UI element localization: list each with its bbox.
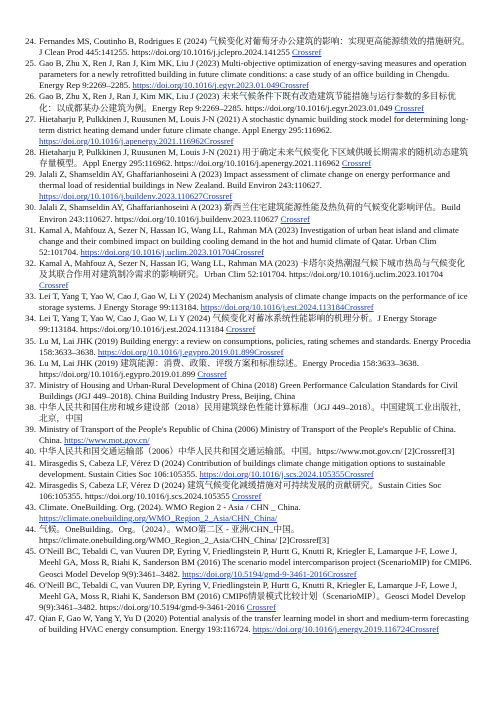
reference-text bbox=[39, 336, 472, 358]
reference-number: 34. bbox=[25, 313, 36, 324]
reference-link[interactable]: Crossref bbox=[291, 47, 322, 58]
reference-number: 37. bbox=[25, 379, 36, 390]
reference-citation: O'Neill BC, Tebaldi C, van Vuuren DP, Eyring V, Friedlingstein P, Hurtt G, Knutti R, Kriegler E, Lamarque J-F, Lowe J, Meehl GA, Moss R, Riahi K, Sanderson BM (2016) CMIP6情景模式比较计划（ScenarioMIP）。Geosci Model Develop 9(9):3461–3482. https://doi.org/10.5194/gmd-9-3461-2016 bbox=[39, 579, 466, 612]
reference-link[interactable]: Crossref bbox=[246, 601, 277, 612]
reference-item bbox=[20, 458, 472, 480]
reference-text bbox=[39, 169, 472, 202]
reference-citation: Jalali Z, Shamseldin AY, Ghaffarianhoseini A (2023) 新西兰住宅建筑能源性能及热负荷的气候变化影响评估。Build Environ 243:110627. https://doi.org/10.1016/j.buildenv.2023.110627 bbox=[39, 202, 461, 224]
reference-citation: Hietaharju P, Pulkkinen J, Ruusunen M, Louis J-N (2021) 用于确定未来气候变化下区域供暖长期需求的随机动态建筑存量模型。Appl Energy 295:116962. https://doi.org/10.1016/j.apenergy.2021.116962 bbox=[39, 146, 469, 169]
reference-number: 29. bbox=[25, 169, 36, 180]
reference-link[interactable]: Crossref bbox=[225, 324, 256, 335]
reference-item bbox=[20, 380, 472, 402]
reference-link[interactable]: https://www.mot.gov.cn/ bbox=[64, 435, 150, 446]
reference-item bbox=[20, 225, 472, 258]
reference-link[interactable]: Crossref bbox=[39, 280, 69, 291]
reference-citation: O'Neill BC, Tebaldi C, van Vuuren DP, Eyring V, Friedlingstein P, Hurtt G, Knutti R, Kriegler E, Lamarque J-F, Lowe J, Meehl GA, Moss R, Riahi K, Sanderson BM (2016) The scenario model intercomparison project (ScenarioMIP) for CMIP6. Geosci Model Develop 9(9):3461–3482. bbox=[39, 546, 472, 579]
reference-link[interactable]: Crossref bbox=[197, 368, 227, 379]
reference-text bbox=[39, 225, 472, 258]
reference-text bbox=[39, 36, 472, 58]
reference-item bbox=[20, 524, 472, 546]
reference-text bbox=[39, 480, 472, 502]
reference-item bbox=[20, 424, 472, 446]
reference-link[interactable]: https://doi.org/10.1016/j.energy.2019.116724Crossref bbox=[252, 623, 440, 634]
reference-number: 36. bbox=[25, 357, 36, 368]
reference-number: 46. bbox=[25, 579, 36, 590]
reference-link[interactable]: Crossref bbox=[394, 102, 425, 113]
reference-number: 27. bbox=[25, 113, 36, 124]
reference-text bbox=[39, 147, 472, 169]
reference-item bbox=[20, 258, 472, 291]
reference-link[interactable]: https://doi.org/10.5194/gmd-9-3461-2016Crossref bbox=[182, 568, 357, 579]
reference-number: 24. bbox=[25, 36, 36, 46]
reference-item bbox=[20, 147, 472, 169]
reference-text bbox=[39, 202, 472, 224]
reference-item bbox=[20, 36, 472, 58]
reference-number: 38. bbox=[25, 402, 36, 413]
reference-item bbox=[20, 502, 472, 524]
reference-item bbox=[20, 446, 472, 457]
reference-number: 33. bbox=[25, 291, 36, 302]
reference-link[interactable]: https://doi.org/10.1016/j.est.2024.113184Crossref bbox=[200, 302, 374, 313]
reference-number: 25. bbox=[25, 58, 36, 69]
reference-text bbox=[39, 114, 472, 147]
reference-citation: 气候。OneBuilding。Org。（2024）。WMO第二区 - 亚洲/CHN_中国。https://climate.onebuilding.org/WMO_Region_2_Asia/CHN_China/ [2]Crossref[3] bbox=[39, 524, 330, 546]
reference-item bbox=[20, 114, 472, 147]
reference-text bbox=[39, 580, 472, 613]
reference-number: 30. bbox=[25, 202, 36, 213]
reference-item bbox=[20, 91, 472, 113]
reference-number: 44. bbox=[25, 524, 36, 535]
reference-item bbox=[20, 202, 472, 224]
reference-item bbox=[20, 291, 472, 313]
reference-citation: 中华人民共和国交通运输部（2006）中华人民共和国交通运输部。中国。https://www.mot.gov.cn/ [2]Crossref[3] bbox=[39, 446, 455, 457]
reference-link[interactable]: https://doi.org/10.1016/j.egypro.2019.01.899Crossref bbox=[97, 346, 284, 357]
reference-item bbox=[20, 358, 472, 380]
reference-text bbox=[39, 58, 472, 91]
reference-citation: Ministry of Transport of the People's Republic of China (2006) Ministry of Transport of the People's Republic of China. China. bbox=[39, 424, 456, 446]
reference-number: 26. bbox=[25, 91, 36, 102]
reference-citation: Kamal A, Mahfouz A, Sezer N, Hassan IG, Wang LL, Rahman MA (2023) 卡塔尔炎热潮湿气候下城市热岛与气候变化及其联合作用对建筑制冷需求的影响研究。Urban Clim 52:101704. https://doi.org/10.1016/j.uclim.2023.101704 bbox=[39, 257, 466, 279]
reference-item bbox=[20, 580, 472, 613]
reference-item bbox=[20, 169, 472, 202]
reference-item bbox=[20, 402, 472, 424]
reference-text bbox=[39, 446, 472, 457]
reference-number: 31. bbox=[25, 224, 36, 235]
reference-number: 40. bbox=[25, 446, 36, 457]
reference-citation: Mirasgedis S, Cabeza LF, Vérez D (2024) 建筑气候变化减缓措施对可持续发展的贡献研究。Sustain Cities Soc 106:105355. https://doi.org/10.1016/j.scs.2024.105355 bbox=[39, 479, 442, 501]
reference-citation: Fernandes MS, Coutinho B, Rodrigues E (2024) 气候变化对葡萄牙办公建筑的影响：实现更高能源绩效的措施研究。J Clean Prod 445:141255. https://doi.org/10.1016/j.jclepro.2024.141255 bbox=[39, 36, 470, 58]
reference-number: 32. bbox=[25, 257, 36, 268]
reference-text bbox=[39, 524, 472, 546]
reference-citation: Climate. OneBuilding. Org. (2024). WMO Region 2 - Asia / CHN _ China. bbox=[39, 501, 301, 512]
reference-link[interactable]: Crossref bbox=[341, 158, 372, 169]
reference-citation: Qian F, Gao W, Yang Y, Yu D (2020) Potential analysis of the transfer learning model in short and medium-term forecasting of building HVAC energy consumption. Energy 193:116724. bbox=[39, 612, 469, 634]
reference-number: 43. bbox=[25, 501, 36, 512]
reference-text bbox=[39, 380, 472, 402]
reference-link[interactable]: https://doi.org/10.1016/j.scs.2024.105355Crossref bbox=[199, 468, 374, 479]
reference-citation: Gao B, Zhu X, Ren J, Ran J, Kim MK, Liu J (2023) 未来气候条件下既有改造建筑节能措施与运行参数的多目标优化：以成都某办公建筑为例。Energy Rep 9:2269–2285. https://doi.org/10.1016/j.egyr.2023.01.049 bbox=[39, 91, 456, 113]
reference-text bbox=[39, 291, 472, 313]
reference-citation: 中华人民共和国住房和城乡建设部（2018）民用建筑绿色性能计算标准（JGJ 449–2018）。中国建筑工业出版社，北京，中国 bbox=[39, 402, 467, 424]
reference-link[interactable]: https://doi.org/10.1016/j.uclim.2023.101704Crossref bbox=[80, 246, 264, 257]
reference-citation: Gao B, Zhu X, Ren J, Ran J, Kim MK, Liu J (2023) Multi-objective optimization of energy-saving measures and operation parameters for a newly retrofitted building in future climate conditions: a case study of an office building in Chengdu. Energy Rep 9:2269–2285. bbox=[39, 58, 467, 91]
reference-number: 35. bbox=[25, 335, 36, 346]
reference-citation: Lu M, Lai JHK (2019) 建筑能源：消费、政策、评级方案和标准综述。Energy Procedia 158:3633–3638. https://doi.org/10.1016/j.egypro.2019.01.899 bbox=[39, 357, 419, 379]
reference-link[interactable]: https://doi.org/10.1016/j.egyr.2023.01.049Crossref bbox=[132, 80, 309, 91]
reference-text bbox=[39, 313, 472, 335]
reference-item bbox=[20, 313, 472, 335]
reference-text bbox=[39, 358, 472, 380]
reference-item bbox=[20, 546, 472, 579]
reference-text bbox=[39, 402, 472, 424]
reference-citation: Jalali Z, Shamseldin AY, Ghaffarianhoseini A (2023) Impact assessment of climate change on energy performance and thermal load of residential buildings in New Zealand. Build Environ 243:110627. bbox=[39, 169, 451, 191]
reference-link[interactable]: https://doi.org/10.1016/j.buildenv.2023.110627Crossref bbox=[39, 191, 233, 202]
reference-item bbox=[20, 480, 472, 502]
reference-text bbox=[39, 91, 472, 113]
reference-item bbox=[20, 613, 472, 635]
reference-text bbox=[39, 502, 472, 524]
reference-link[interactable]: https://climate.onebuilding.org/WMO_Region_2_Asia/CHN_China/ bbox=[39, 513, 278, 524]
reference-number: 41. bbox=[25, 457, 36, 468]
reference-number: 42. bbox=[25, 479, 36, 490]
reference-link[interactable]: Crossref bbox=[231, 490, 262, 501]
reference-citation: Mirasgedis S, Cabeza LF, Vérez D (2024) Contribution of buildings climate change mitigation options to sustainable development. Sustain Cities Soc 106:105355. bbox=[39, 457, 446, 479]
reference-number: 28. bbox=[25, 146, 36, 157]
reference-citation: Ministry of Housing and Urban-Rural Development of China (2018) Green Performance Calculation Standards for Civil Buildings (JGJ 449–2018). China Building Industry Press, Beijing, China bbox=[39, 379, 458, 401]
reference-text bbox=[39, 424, 472, 446]
reference-citation: Lu M, Lai JHK (2019) Building energy: a review on consumptions, policies, rating schemes and standards. Energy Procedia 158:3633–3638. bbox=[39, 335, 471, 357]
reference-citation: Kamal A, Mahfouz A, Sezer N, Hassan IG, Wang LL, Rahman MA (2023) Investigation of urban heat island and climate change and their combined impact on building cooling demand in the hot and humid climate of Qatar. Urban Clim 52:101704. bbox=[39, 224, 459, 257]
reference-number: 47. bbox=[25, 612, 36, 623]
reference-citation: Lei T, Yang T, Yao W, Cao J, Gao W, Li Y (2024) 气候变化对蓄冰系统性能影响的机理分析。J Energy Storage 99:113184. https://doi.org/10.1016/j.est.2024.113184 bbox=[39, 313, 437, 335]
reference-item bbox=[20, 58, 472, 91]
reference-item bbox=[20, 336, 472, 358]
reference-link[interactable]: https://doi.org/10.1016/j.apenergy.2021.116962Crossref bbox=[39, 135, 234, 146]
reference-citation: Hietaharju P, Pulkkinen J, Ruusunen M, Louis J-N (2021) A stochastic dynamic building stock model for determining long-term district heating demand under future climate change. Appl Energy 295:116962. bbox=[39, 113, 469, 135]
reference-citation: Lei T, Yang T, Yao W, Cao J, Gao W, Li Y (2024) Mechanism analysis of climate change impacts on the performance of ice storage systems. J Energy Storage 99:113184. bbox=[39, 291, 468, 313]
reference-text bbox=[39, 458, 472, 480]
reference-text bbox=[39, 613, 472, 635]
reference-link[interactable]: Crossref bbox=[280, 213, 311, 224]
reference-text bbox=[39, 546, 472, 579]
reference-text bbox=[39, 258, 472, 291]
reference-number: 39. bbox=[25, 424, 36, 435]
reference-number: 45. bbox=[25, 546, 36, 557]
